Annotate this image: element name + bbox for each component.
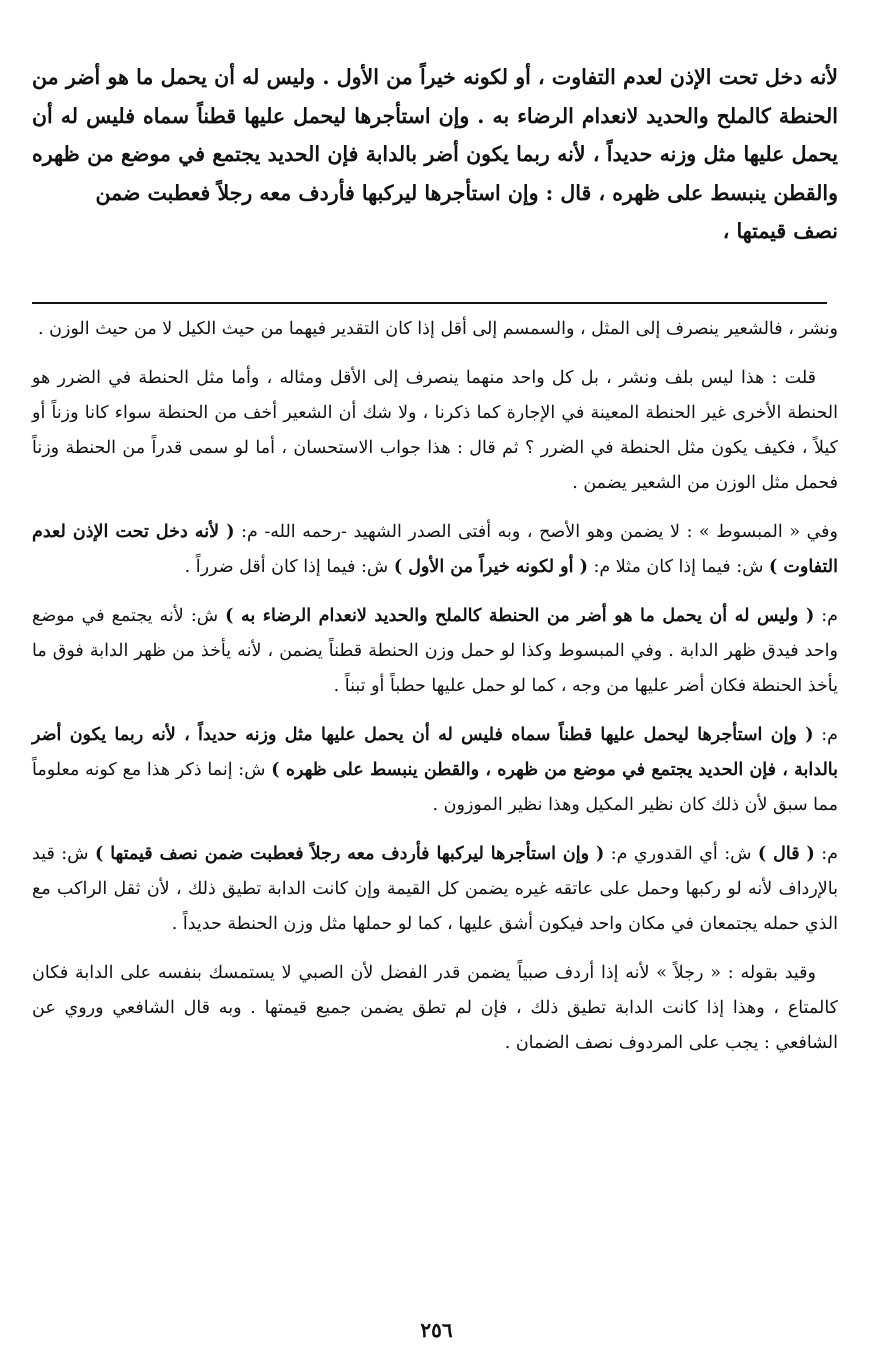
main-text-block — [32, 58, 838, 251]
quoted-matn: ( وليس له أن يحمل ما هو أضر من الحنطة كالملح والحديد لانعدام الرضاء به ) — [225, 606, 815, 626]
commentary-text: م: — [814, 844, 838, 864]
commentary-block — [32, 312, 838, 1075]
commentary-paragraph-1: ونشر ، فالشعير ينصرف إلى المثل ، والسمسم إلى أقل إذا كان التقدير فيهما من حيث الكيل لا من حيث الوزن . — [37, 319, 838, 339]
commentary-paragraph-3 — [32, 515, 838, 585]
commentary-paragraph-2: قلت : هذا ليس بلف ونشر ، بل كل واحد منهما ينصرف إلى الأقل ومثاله ، وأما مثل الحنطة في الضرر هو الحنطة الأخرى غير الحنطة المعينة في الإجارة كما ذكرنا ، ولا شك أن الشعير أخف من الحنطة سواء كانا وزناً أو كيلاً ، فكيف يكون مثل الحنطة في الضرر ؟ ثم قال : هذا جواب الاستحسان ، أما لو سمى قدراً من الحنطة وزناً فحمل مثل الوزن من الشعير يضمن . — [32, 368, 838, 493]
separator-rule — [32, 302, 827, 304]
commentary-text: ش: فيما إذا كان أقل ضرراً . — [184, 557, 394, 577]
quoted-matn: ( لأنه دخل تحت الإذن لعدم التفاوت ) — [32, 522, 838, 577]
commentary-text: ش: لأنه يجتمع في موضع واحد فيدق ظهر الدابة . وفي المبسوط وكذا لو حمل وزن الحنطة قطناً يضمن ، لأنه يأخذ من ظهر الدابة فوق ما يأخذ الحنطة فكان أضر عليها من وجه ، كما لو حمل عليها حطباً أو تبناً . — [32, 606, 838, 696]
commentary-text: ش: فيما إذا كان مثلا م: — [587, 557, 770, 577]
commentary-paragraph-6 — [32, 837, 838, 942]
main-text-last-line: نصف قيمتها ، — [722, 219, 838, 243]
commentary-text: م: — [814, 606, 839, 626]
quoted-matn: ( وإن استأجرها ليركبها فأردف معه رجلاً فعطبت ضمن نصف قيمتها ) — [94, 844, 605, 864]
quoted-matn: ( وإن استأجرها ليحمل عليها قطناً سماه فليس له أن يحمل عليها مثل وزنه حديداً ، لأنه ربما يكون أضر بالدابة ، فإن الحديد يجتمع في موضع من ظهره ، والقطن ينبسط على ظهره ) — [32, 725, 838, 780]
commentary-text: وفي « المبسوط » : لا يضمن وهو الأصح ، وبه أفتى الصدر الشهيد -رحمه الله- م: — [234, 522, 838, 542]
commentary-paragraph-5 — [32, 718, 838, 823]
commentary-paragraph-4 — [32, 599, 838, 704]
commentary-paragraph-7: وقيد بقوله : « رجلاً » لأنه إذا أردف صبياً يضمن قدر الفضل لأن الصبي لا يستمسك بنفسه على الدابة فكان كالمتاع ، وهذا إذا كانت الدابة تطيق ذلك ، فإن لم تطق يضمن جميع قيمتها . وبه قال الشافعي وروي عن الشافعي : يجب على المردوف نصف الضمان . — [32, 963, 838, 1053]
main-text-paragraph: لأنه دخل تحت الإذن لعدم التفاوت ، أو لكونه خيراً من الأول . وليس له أن يحمل ما هو أضر من الحنطة كالملح والحديد لانعدام الرضاء به . وإن استأجرها ليحمل عليها قطناً سماه فليس له أن يحمل عليها مثل وزنه حديداً ، لأنه ربما يكون أضر بالدابة فإن الحديد يجتمع في موضع من ظهره والقطن ينبسط على ظهره ، قال : وإن استأجرها ليركبها فأردف معه رجلاً فعطبت ضمن — [32, 65, 838, 205]
quoted-matn: ( قال ) — [757, 844, 815, 864]
quoted-matn: ( أو لكونه خيراً من الأول ) — [393, 557, 588, 577]
commentary-text: ش: أي القدوري م: — [604, 844, 758, 864]
commentary-text: م: — [813, 725, 838, 745]
commentary-text: ش: قيد بالإرداف لأنه لو ركبها وحمل على عاتقه غيره يضمن كل القيمة وإن كانت الدابة تطيق ذلك ، لأن ثقل الراكب مع الذي حمله يجتمعان في مكان واحد فيكون أشق عليها ، كما لو حملها مثل وزن الحنطة حديداً . — [32, 844, 838, 934]
commentary-text: ش: إنما ذكر هذا مع كونه معلوماً مما سبق لأن ذلك كان نظير المكيل وهذا نظير الموزون . — [32, 760, 838, 815]
page-number: ٢٥٦ — [420, 1318, 453, 1342]
